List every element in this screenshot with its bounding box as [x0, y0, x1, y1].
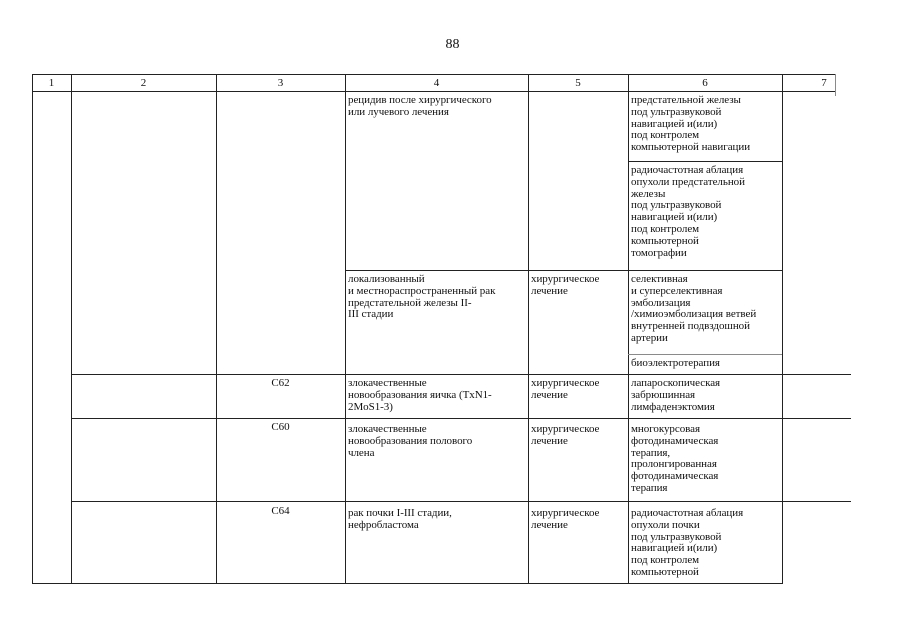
- cont-row-col6-divider: [628, 161, 782, 162]
- c62-row-code: C62: [271, 377, 290, 389]
- prostate-row-top-border: [345, 270, 782, 271]
- cont-row-method-b: радиочастотная аблация опухоли предстательной железы под ультразвуковой навигацией и(или) под контролем компьютерной томографии: [631, 164, 745, 259]
- header-col-1: 1: [48, 77, 55, 89]
- col1-left-border: [32, 74, 33, 584]
- prostate-row-treatment: хирургическое лечение: [531, 273, 600, 297]
- c62-row-top-border: [71, 374, 851, 375]
- col5-left-border: [528, 74, 529, 584]
- header-col-7: 7: [821, 77, 827, 89]
- header-col-2: 2: [140, 77, 147, 89]
- cont-row-diagnosis: рецидив после хирургического или лучевого лечения: [348, 94, 492, 118]
- c60-row-code: C60: [271, 421, 290, 433]
- prostate-row-col6-divider: [628, 354, 782, 355]
- c62-row-method: лапароскопическая забрюшинная лимфаденэктомия: [631, 377, 721, 413]
- table-bottom-border: [32, 583, 783, 584]
- table-top-border: [32, 74, 836, 75]
- header-bottom-border: [32, 91, 836, 92]
- c64-row-method: радиочастотная аблация опухоли почки под ультразвуковой навигацией и(или) под контролем компьютерной: [631, 507, 744, 578]
- page-number: 88: [445, 37, 460, 52]
- c64-row-code: C64: [271, 505, 290, 517]
- cont-row-method-a: предстательной железы под ультразвуковой навигацией и(или) под контролем компьютерной навигации: [631, 94, 751, 154]
- c60-row-top-border: [71, 418, 851, 419]
- col4-left-border: [345, 74, 346, 584]
- c64-row-top-border: [71, 501, 851, 502]
- c64-row-treatment: хирургическое лечение: [531, 507, 600, 531]
- header-col-4: 4: [433, 77, 440, 89]
- c62-row-diagnosis: злокачественные новообразования яичка (TxN1- 2MoS1-3): [348, 377, 492, 413]
- header-col-5: 5: [575, 77, 581, 89]
- c60-row-treatment: хирургическое лечение: [531, 423, 600, 447]
- c62-row-treatment: хирургическое лечение: [531, 377, 600, 401]
- col2-left-border: [71, 74, 72, 584]
- c60-row-diagnosis: злокачественные новообразования полового члена: [348, 423, 473, 459]
- header-col-6: 6: [702, 77, 708, 89]
- prostate-row-diagnosis: локализованный и местнораспространенный рак предстательной железы II- III стадии: [348, 273, 496, 321]
- col6-left-border: [628, 74, 629, 584]
- c64-row-diagnosis: рак почки I-III стадии, нефробластома: [348, 507, 452, 531]
- header-col-3: 3: [277, 77, 284, 89]
- col7-left-border: [782, 74, 783, 584]
- prostate-row-method-a: селективная и суперселективная эмболизация /химиоэмболизация ветвей внутренней подвздошной артерии: [631, 273, 757, 344]
- prostate-row-method-b: биоэлектротерапия: [631, 357, 720, 369]
- c60-row-method: многокурсовая фотодинамическая терапия, пролонгированная фотодинамическая терапия: [631, 423, 719, 494]
